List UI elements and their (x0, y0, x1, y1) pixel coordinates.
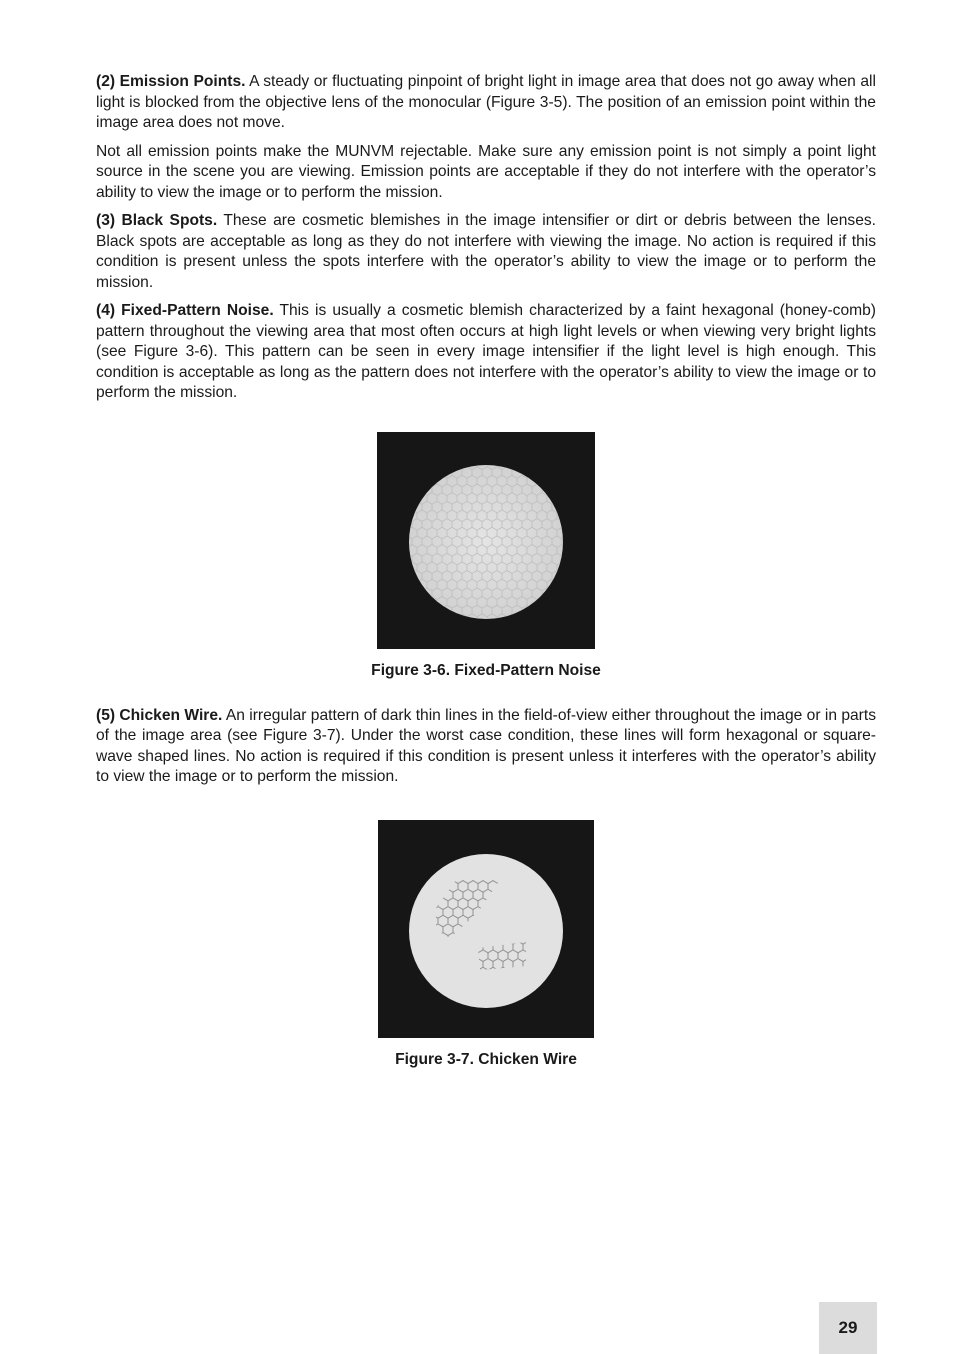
paragraph-text: These are cosmetic blemishes in the image intensifier or dirt or debris between the lenses. Black spots are acceptable as long as they do not interfere with viewing the image. No action is required if this condition is present unless the spots interfere with the operator’s ability to view the image or to perform the mission. (96, 212, 876, 291)
paragraph-text: A steady or fluctuating pinpoint of bright light in image area that does not go away when all light is blocked from the objective lens of the monocular (Figure 3-5). The position of an emission point within the image area does not move. (96, 73, 876, 131)
chicken-wire-image (378, 820, 594, 1038)
paragraph-text: Not all emission points make the MUNVM rejectable. Make sure any emission point is not simply a point light source in the scene you are viewing. Emission points are acceptable if they do not interfere with the operator’s ability to view the image or to perform the mission. (96, 142, 876, 201)
paragraph-chicken-wire (96, 706, 876, 788)
paragraph-emission-points (96, 72, 876, 134)
page-content (96, 72, 876, 1069)
figure-caption: Figure 3-6. Fixed-Pattern Noise (371, 661, 601, 679)
paragraph-emission-note (96, 142, 876, 204)
page-number: 29 (819, 1302, 877, 1354)
paragraph-text: An irregular pattern of dark thin lines in the field-of-view either throughout the image or in parts of the image area (see Figure 3-7). Under the worst case condition, these lines will form hexagonal or square-wave shaped lines. No action is required if this condition is present unless it interferes with the operator’s ability to view the image or to perform the mission. (96, 706, 877, 785)
paragraph-black-spots (96, 211, 876, 293)
paragraph-lead: (4) Fixed-Pattern Noise. (96, 302, 274, 319)
fixed-pattern-noise-image (377, 432, 595, 649)
paragraph-lead: (3) Black Spots. (96, 212, 218, 229)
paragraph-lead: (2) Emission Points. (96, 73, 246, 90)
figure-fixed-pattern-noise (96, 432, 876, 680)
paragraph-lead: (5) Chicken Wire. (96, 706, 223, 724)
paragraph-text: This is usually a cosmetic blemish characterized by a faint hexagonal (honey-comb) pattern throughout the viewing area that most often occurs at high light levels or when viewing very bright lights (see Figure 3-6). This pattern can be seen in every image intensifier if the light level is high enough. This condition is acceptable as long as the pattern does not interfere with the operator’s ability to view the image or to perform the mission. (96, 302, 876, 401)
figure-chicken-wire (96, 820, 876, 1069)
paragraph-fixed-pattern-noise (96, 301, 876, 404)
figure-caption: Figure 3-7. Chicken Wire (395, 1050, 577, 1068)
